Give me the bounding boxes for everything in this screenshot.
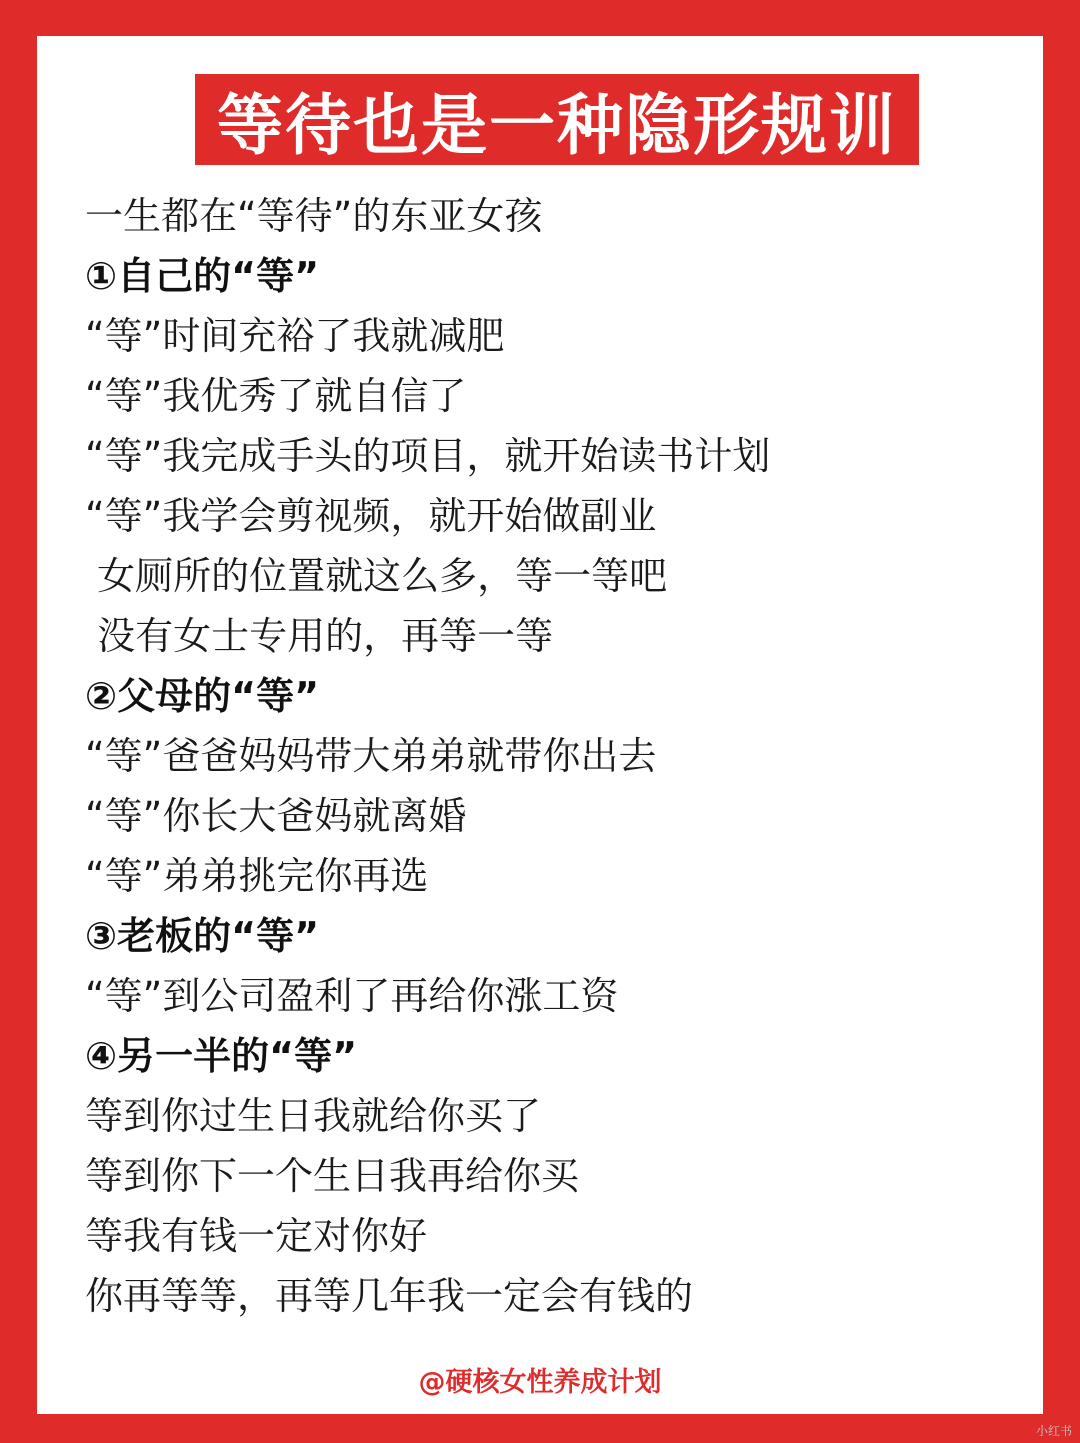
text-line: 你再等等，再等几年我一定会有钱的: [85, 1274, 694, 1318]
text-line: “等”我学会剪视频，就开始做副业: [85, 494, 657, 538]
text-list: [85, 186, 1025, 1326]
text-line: “等”我完成手头的项目，就开始读书计划: [85, 434, 771, 478]
page-title: 等待也是一种隐形规训: [217, 87, 897, 164]
section-heading: ①自己的“等”: [85, 254, 320, 298]
text-line: “等”我优秀了就自信了: [85, 374, 467, 418]
text-line: “等”弟弟挑完你再选: [85, 854, 429, 898]
text-line: 等到你下一个生日我再给你买: [85, 1154, 580, 1198]
text-line: 等到你过生日我就给你买了: [85, 1094, 542, 1138]
section-heading: ③老板的“等”: [85, 914, 320, 958]
text-line: 一生都在“等待”的东亚女孩: [85, 194, 543, 238]
text-line: 没有女士专用的，再等一等: [85, 614, 554, 658]
section-heading: ④另一半的“等”: [85, 1034, 358, 1078]
text-line: 女厕所的位置就这么多，等一等吧: [85, 554, 668, 598]
text-line: “等”时间充裕了我就减肥: [85, 314, 505, 358]
section-heading: ②父母的“等”: [85, 674, 320, 718]
text-line: “等”你长大爸妈就离婚: [85, 794, 467, 838]
content-card: [37, 36, 1043, 1414]
platform-watermark: 小红书: [1035, 1424, 1072, 1438]
text-line: “等”爸爸妈妈带大弟弟就带你出去: [85, 734, 657, 778]
title-banner: [195, 74, 919, 165]
text-line: “等”到公司盈利了再给你涨工资: [85, 974, 619, 1018]
author-handle: @硬核女性养成计划: [418, 1367, 662, 1398]
text-line: 等我有钱一定对你好: [85, 1214, 428, 1258]
